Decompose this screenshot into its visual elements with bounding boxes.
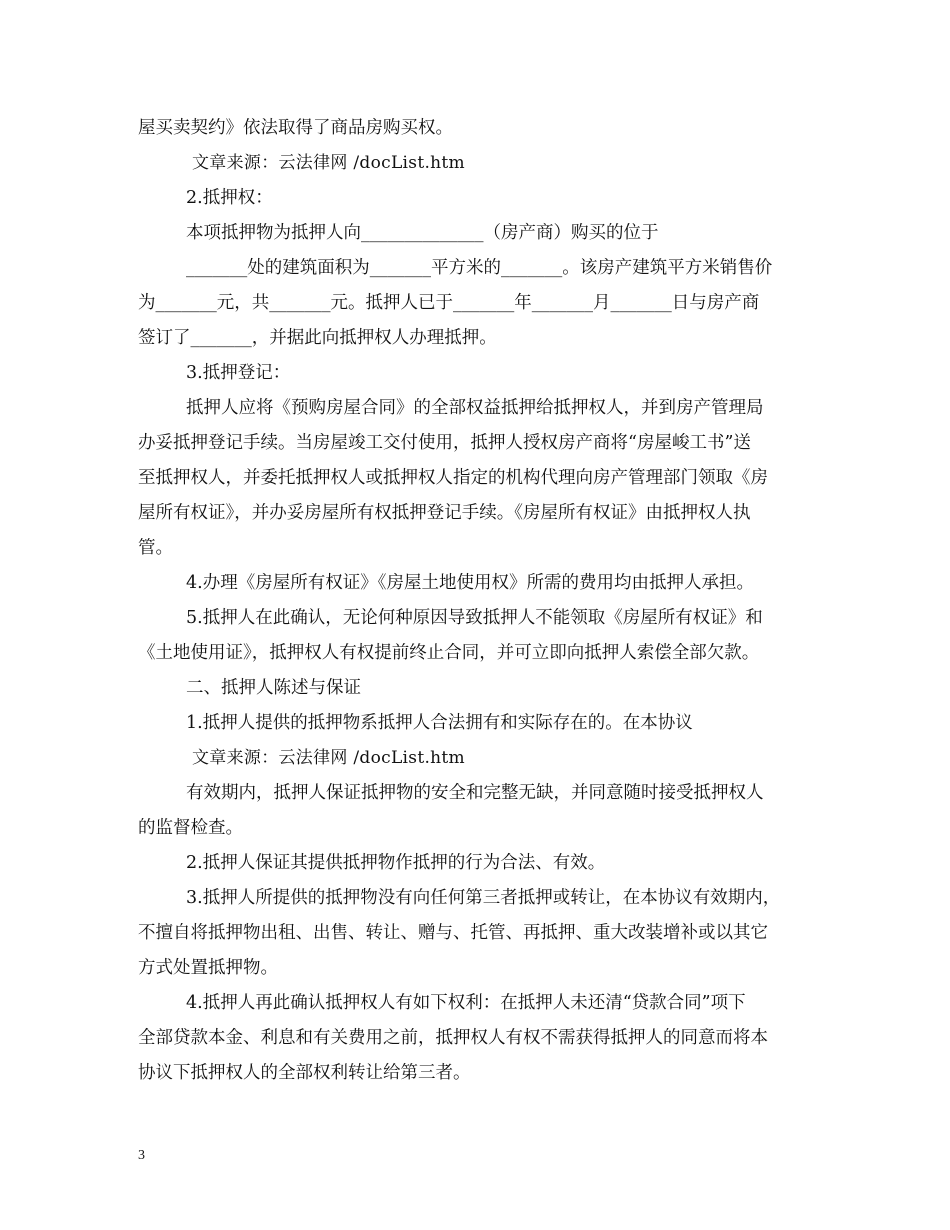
paragraph-line: 5.抵押人在此确认，无论何种原因导致抵押人不能领取《房屋所有权证》和 xyxy=(186,608,763,628)
paragraph-line: 4.办理《房屋所有权证》《房屋土地使用权》所需的费用均由抵押人承担。 xyxy=(186,573,754,593)
paragraph-line: 《土地使用证》，抵押权人有权提前终止合同，并可立即向抵押人索偿全部欠款。 xyxy=(138,643,760,663)
paragraph-line: _______处的建筑面积为_______平方米的_______。该房产建筑平方米销售价 xyxy=(186,258,773,278)
paragraph-line: 2.抵押人保证其提供抵押物作抵押的行为合法、有效。 xyxy=(186,853,606,873)
paragraph-line: 管。 xyxy=(138,538,173,558)
paragraph-line: 办妥抵押登记手续。当房屋竣工交付使用，抵押人授权房产商将“房屋峻工书”送 xyxy=(138,433,751,453)
paragraph-line: 4.抵押人再此确认抵押权人有如下权利：在抵押人未还清“贷款合同”项下 xyxy=(186,993,746,1013)
paragraph-line: 全部贷款本金、利息和有关费用之前，抵押权人有权不需获得抵押人的同意而将本 xyxy=(138,1028,768,1048)
paragraph-line: 1.抵押人提供的抵押物系抵押人合法拥有和实际存在的。在本协议 xyxy=(186,713,693,733)
paragraph-line: 为_______元，共_______元。抵押人已于_______年_______月_______日与房产商 xyxy=(138,293,760,313)
paragraph-line: 有效期内，抵押人保证抵押物的安全和完整无缺，并同意随时接受抵押权人 xyxy=(186,783,764,803)
paragraph-line: 本项抵押物为抵押人向______________（房产商）购买的位于 xyxy=(186,223,659,243)
paragraph-line: 屋所有权证》，并办妥房屋所有权抵押登记手续。《房屋所有权证》由抵押权人执 xyxy=(138,503,751,523)
section-heading: 2.抵押权： xyxy=(186,188,273,208)
source-note: 文章来源：云法律网 /docList.htm xyxy=(192,153,465,173)
section-heading: 3.抵押登记： xyxy=(186,363,291,383)
paragraph-line: 屋买卖契约》依法取得了商品房购买权。 xyxy=(138,118,453,138)
paragraph-line: 抵押人应将《预购房屋合同》的全部权益抵押给抵押权人，并到房产管理局 xyxy=(186,398,764,418)
source-note: 文章来源：云法律网 /docList.htm xyxy=(192,748,465,768)
paragraph-line: 至抵押权人，并委托抵押权人或抵押权人指定的机构代理向房产管理部门领取《房 xyxy=(138,468,768,488)
section-heading: 二、抵押人陈述与保证 xyxy=(186,678,361,698)
paragraph-line: 方式处置抵押物。 xyxy=(138,958,278,978)
paragraph-line: 不擅自将抵押物出租、出售、转让、赠与、托管、再抵押、重大改装增补或以其它 xyxy=(138,923,768,943)
paragraph-line: 协议下抵押权人的全部权利转让给第三者。 xyxy=(138,1063,471,1083)
paragraph-line: 签订了_______，并据此向抵押权人办理抵押。 xyxy=(138,328,497,348)
page-number: 3 xyxy=(138,1148,145,1163)
paragraph-line: 3.抵押人所提供的抵押物没有向任何第三者抵押或转让，在本协议有效期内， xyxy=(186,888,781,908)
paragraph-line: 的监督检查。 xyxy=(138,818,243,838)
